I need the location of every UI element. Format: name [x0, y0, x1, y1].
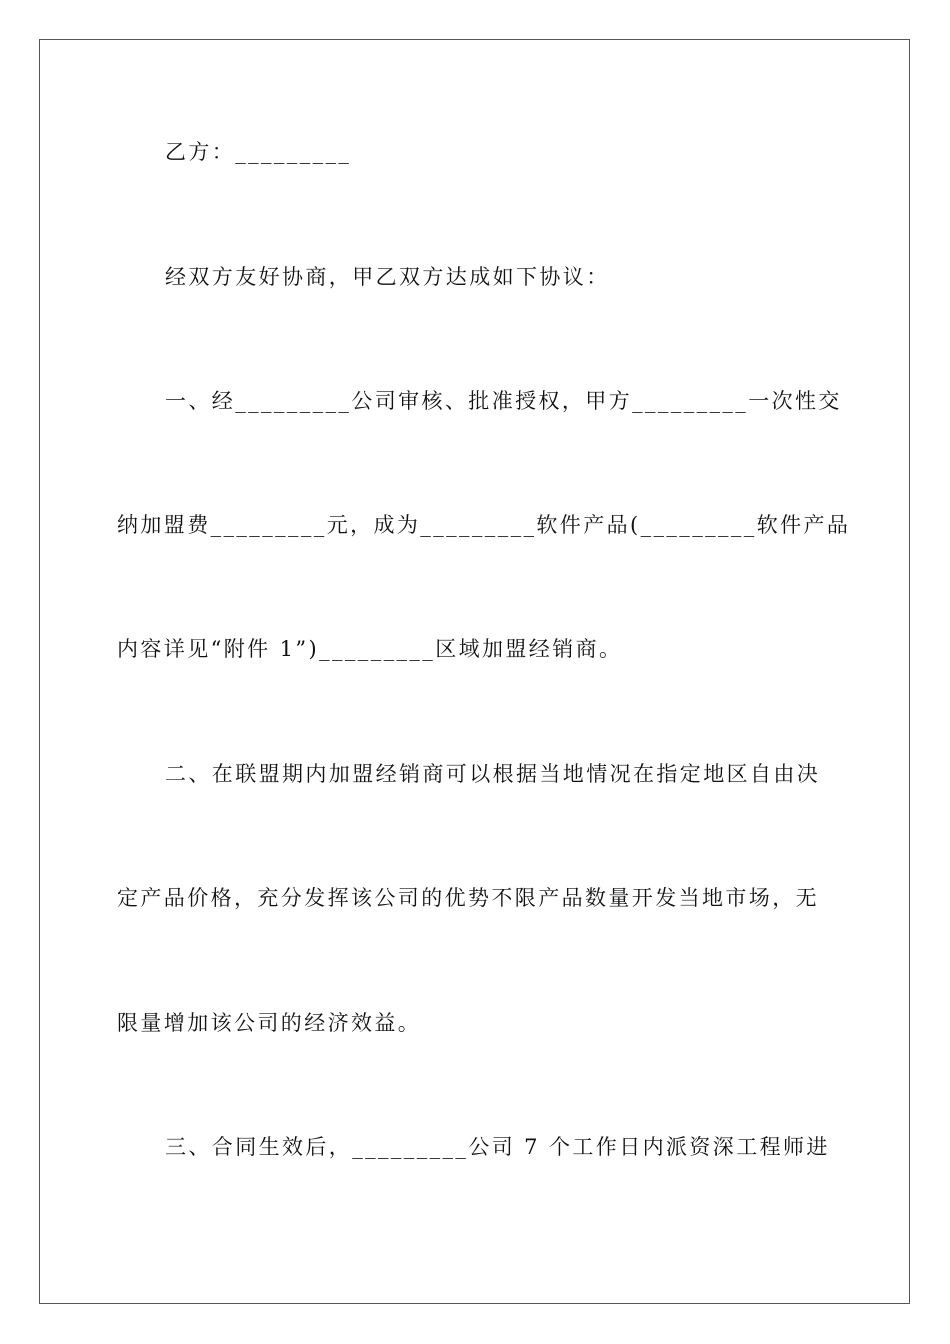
clause-2-line-3: 限量增加该公司的经济效益。 [117, 1011, 422, 1035]
clause-3-line-1: 三、合同生效后，_________公司 7 个工作日内派资深工程师进 [165, 1135, 830, 1159]
agreement-intro: 经双方友好协商，甲乙双方达成如下协议： [165, 265, 610, 289]
page-border [39, 39, 910, 1304]
clause-1-line-3: 内容详见“附件 1”)_________区域加盟经销商。 [117, 637, 623, 661]
clause-1-line-1: 一、经_________公司审核、批准授权，甲方_________一次性交 [165, 389, 842, 413]
clause-1-line-2: 纳加盟费_________元，成为_________软件产品(_________软件产品 [117, 513, 851, 537]
clause-2-line-2: 定产品价格，充分发挥该公司的优势不限产品数量开发当地市场，无 [117, 886, 819, 910]
party-b-line: 乙方：_________ [165, 140, 352, 164]
clause-2-line-1: 二、在联盟期内加盟经销商可以根据当地情况在指定地区自由决 [165, 762, 821, 786]
